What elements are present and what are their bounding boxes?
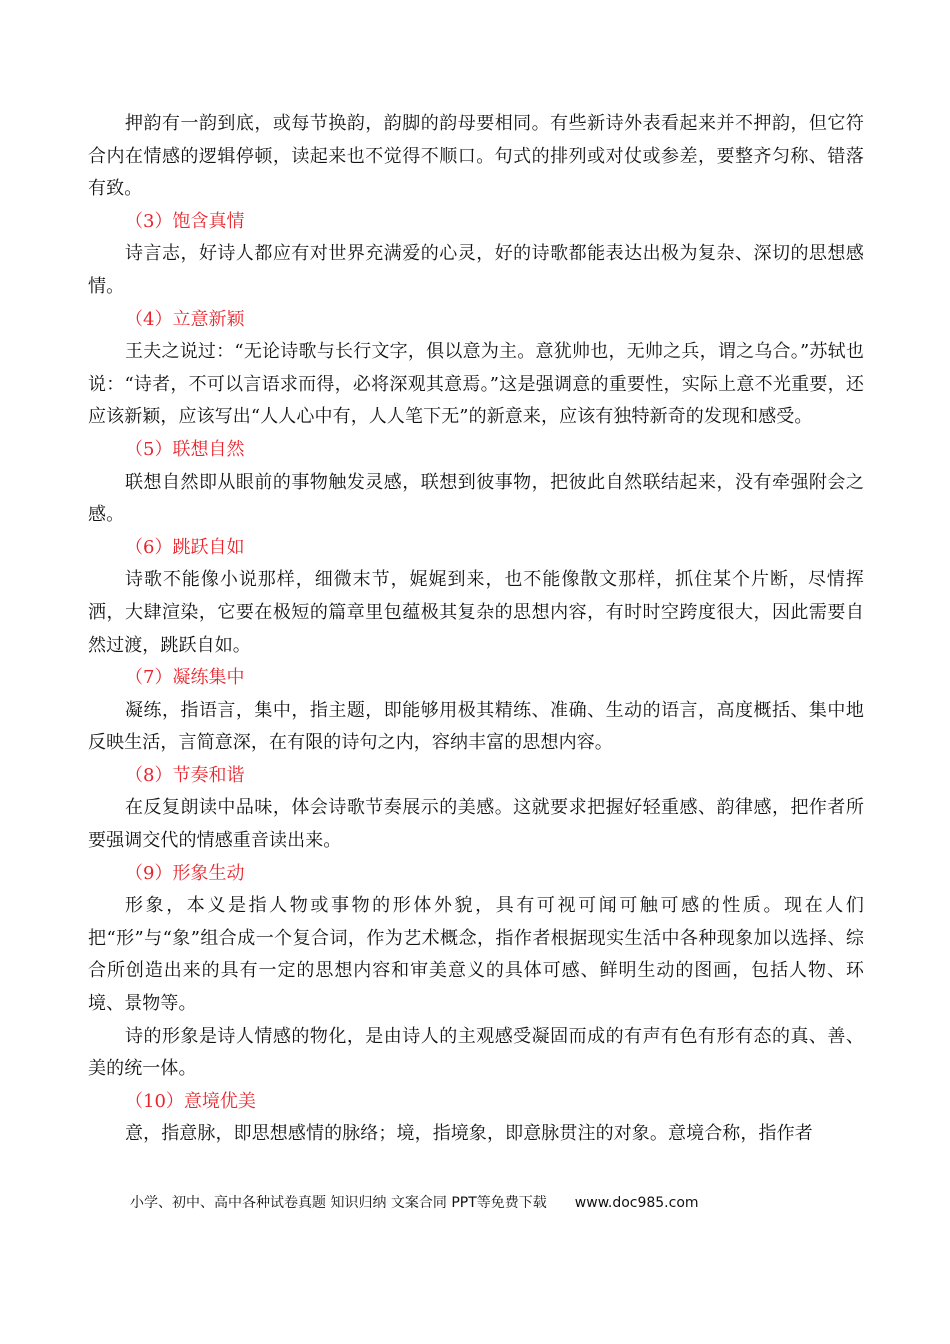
body-paragraph: 诗言志，好诗人都应有对世界充满爱的心灵，好的诗歌都能表达出极为复杂、深切的思想感情。 bbox=[88, 243, 864, 297]
section-heading: （8）节奏和谐 bbox=[125, 764, 245, 786]
body-paragraph: 王夫之说过：“无论诗歌与长行文字，俱以意为主。意犹帅也，无帅之兵，谓之乌合。”苏轼也说：“诗者，不可以言语求而得，必将深观其意焉。”这是强调意的重要性，实际上意不光重要，还应该新颖，应该写出“人人心中有，人人笔下无”的新意来，应该有独特新奇的发现和感受。 bbox=[88, 341, 864, 428]
section-heading: （4）立意新颖 bbox=[125, 308, 245, 330]
body-paragraph: 凝练，指语言，集中，指主题，即能够用极其精练、准确、生动的语言，高度概括、集中地反映生活，言简意深，在有限的诗句之内，容纳丰富的思想内容。 bbox=[88, 699, 864, 754]
section-heading: （5）联想自然 bbox=[125, 438, 245, 460]
section-heading: （10）意境优美 bbox=[125, 1090, 256, 1112]
footer-text: 小学、初中、高中各种试卷真题 知识归纳 文案合同 PPT等免费下载 bbox=[130, 1195, 547, 1211]
body-paragraph: 诗的形象是诗人情感的物化，是由诗人的主观感受凝固而成的有声有色有形有态的真、善、美的统一体。 bbox=[88, 1025, 864, 1080]
body-paragraph: 形象，本义是指人物或事物的形体外貌，具有可视可闻可触可感的性质。现在人们把“形”与“象”组合成一个复合词，作为艺术概念，指作者根据现实生活中各种现象加以选择、综合所创造出来的具有一定的思想内容和审美意义的具体可感、鲜明生动的图画，包括人物、环境、景物等。 bbox=[88, 895, 864, 1015]
body-paragraph: 在反复朗读中品味，体会诗歌节奏展示的美感。这就要求把握好轻重感、韵律感，把作者所要强调交代的情感重音读出来。 bbox=[88, 797, 864, 852]
body-paragraph: 意，指意脉，即思想感情的脉络；境，指境象，即意脉贯注的对象。意境合称，指作者 bbox=[125, 1123, 813, 1145]
page-footer bbox=[130, 1192, 830, 1212]
section-heading: （9）形象生动 bbox=[125, 862, 245, 884]
body-paragraph: 联想自然即从眼前的事物触发灵感，联想到彼事物，把彼此自然联结起来，没有牵强附会之感。 bbox=[88, 471, 864, 526]
footer-url: www.doc985.com bbox=[574, 1195, 699, 1211]
document-body bbox=[88, 108, 864, 1151]
section-heading: （6）跳跃自如 bbox=[125, 536, 245, 558]
body-paragraph: 诗歌不能像小说那样，细微末节，娓娓到来，也不能像散文那样，抓住某个片断，尽情挥洒，大肆渲染，它要在极短的篇章里包蕴极其复杂的思想内容，有时时空跨度很大，因此需要自然过渡，跳跃自如。 bbox=[88, 569, 864, 656]
section-heading: （7）凝练集中 bbox=[125, 667, 245, 689]
section-heading: （3）饱含真情 bbox=[125, 210, 245, 232]
body-paragraph: 押韵有一韵到底，或每节换韵，韵脚的韵母要相同。有些新诗外表看起来并不押韵，但它符合内在情感的逻辑停顿，读起来也不觉得不顺口。句式的排列或对仗或参差，要整齐匀称、错落有致。 bbox=[88, 113, 864, 200]
